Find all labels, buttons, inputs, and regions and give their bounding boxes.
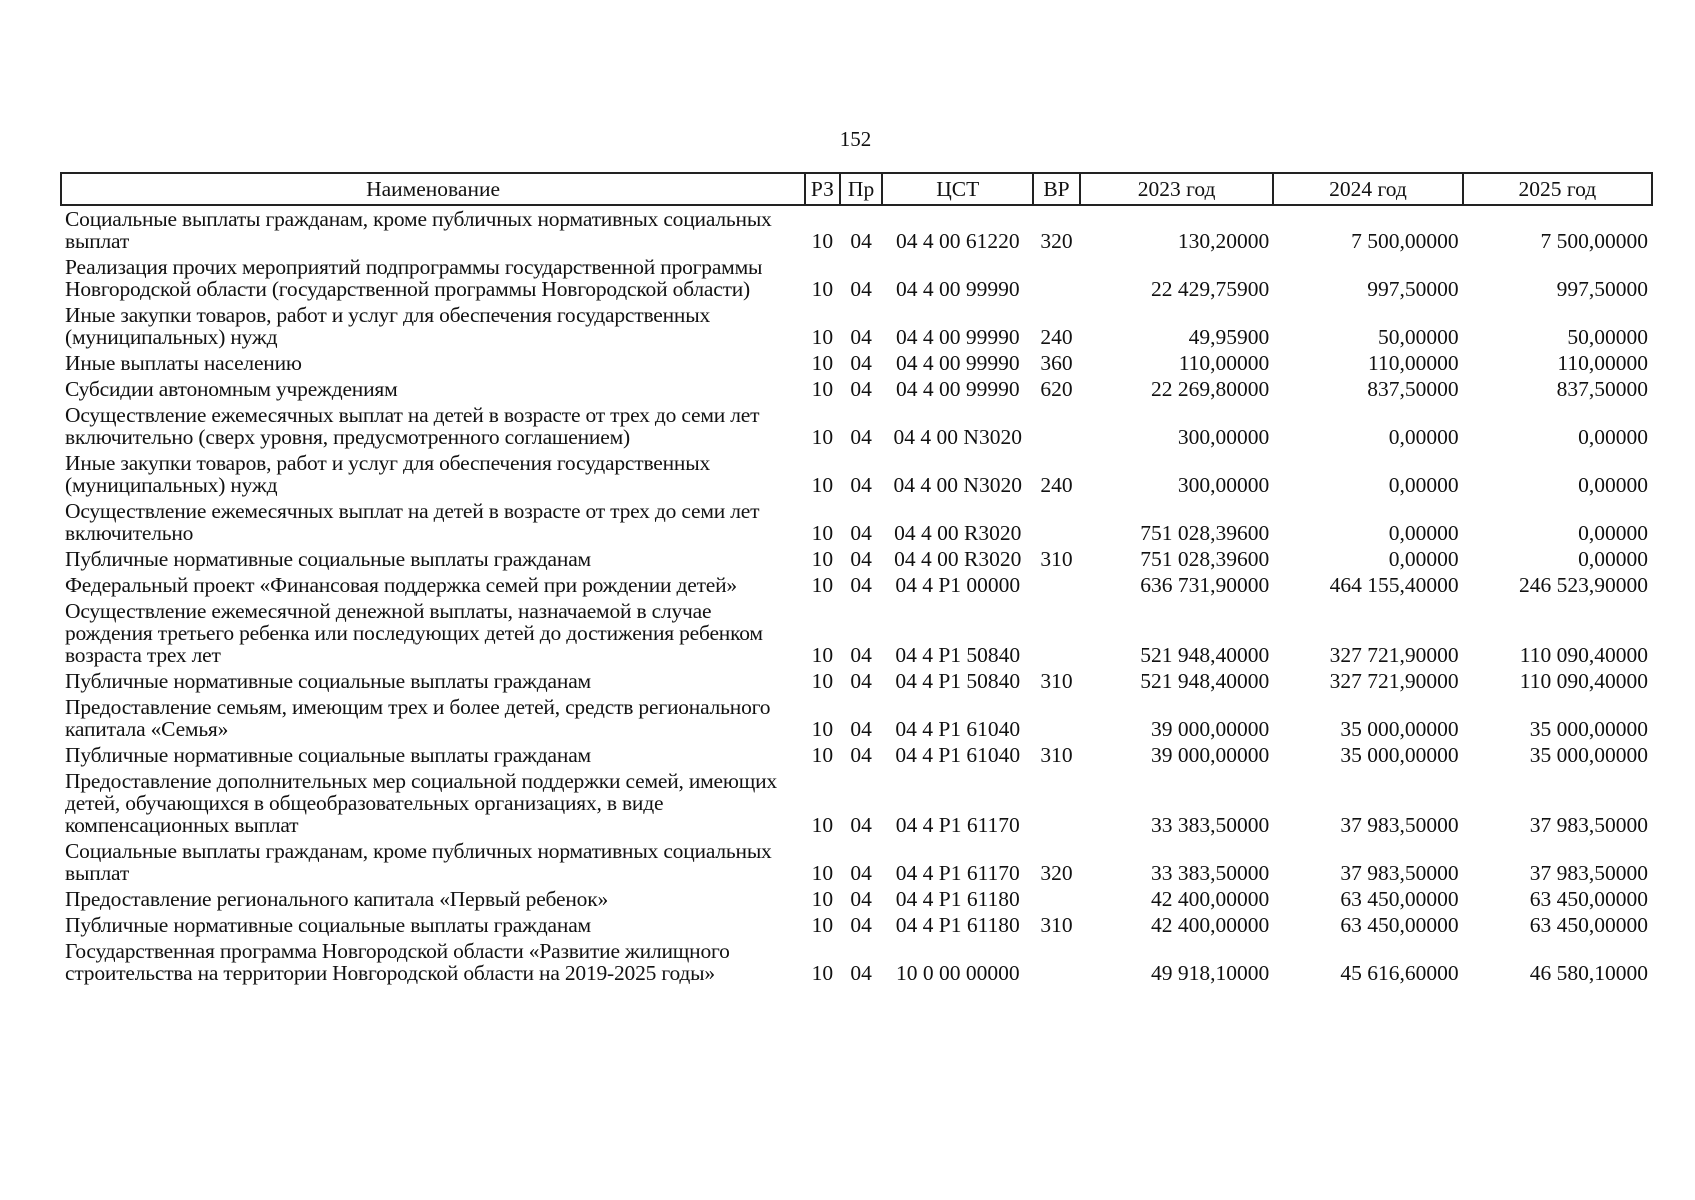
row-2024: 327 721,90000 — [1329, 669, 1459, 693]
row-vr — [1033, 498, 1080, 546]
row-rz: 10 — [811, 717, 834, 741]
row-2024: 63 450,00000 — [1340, 913, 1459, 937]
row-2025: 50,00000 — [1567, 325, 1648, 349]
row-2023: 300,00000 — [1177, 425, 1270, 449]
row-vr — [1033, 886, 1080, 912]
row-2025: 110 090,40000 — [1519, 669, 1648, 693]
row-2023: 521 948,40000 — [1140, 643, 1270, 667]
row-cst: 04 4 P1 61180 — [895, 887, 1020, 911]
row-rz: 10 — [811, 547, 834, 571]
row-2023: 300,00000 — [1177, 473, 1270, 497]
row-name: Иные закупки товаров, работ и услуг для обеспечения государственных (муниципальных) нужд — [65, 303, 711, 349]
row-name: Иные закупки товаров, работ и услуг для обеспечения государственных (муниципальных) нужд — [65, 451, 711, 497]
header-name: Наименование — [61, 173, 805, 205]
row-pr: 04 — [850, 887, 872, 911]
row-pr: 04 — [850, 961, 872, 985]
row-2024: 0,00000 — [1388, 473, 1459, 497]
row-vr — [1033, 938, 1080, 986]
row-vr — [1033, 402, 1080, 450]
row-2024: 37 983,50000 — [1340, 861, 1459, 885]
row-2024: 50,00000 — [1377, 325, 1459, 349]
row-rz: 10 — [811, 325, 834, 349]
row-vr: 240 — [1040, 473, 1073, 497]
row-vr: 320 — [1040, 861, 1073, 885]
row-rz: 10 — [811, 229, 834, 253]
header-pr: Пр — [840, 173, 883, 205]
row-rz: 10 — [811, 861, 834, 885]
header-rz: РЗ — [805, 173, 840, 205]
row-name: Предоставление семьям, имеющим трех и более детей, средств регионального капитала «Семья» — [65, 695, 771, 741]
row-2023: 42 400,00000 — [1151, 913, 1270, 937]
row-2025: 246 523,90000 — [1519, 573, 1648, 597]
header-2023: 2023 год — [1080, 173, 1273, 205]
row-cst: 04 4 P1 50840 — [895, 643, 1021, 667]
row-2023: 521 948,40000 — [1140, 669, 1270, 693]
row-cst: 04 4 00 R3020 — [894, 547, 1022, 571]
row-name: Предоставление регионального капитала «Первый ребенок» — [65, 887, 608, 911]
row-pr: 04 — [850, 325, 872, 349]
row-rz: 10 — [811, 377, 834, 401]
row-2025: 35 000,00000 — [1529, 743, 1648, 767]
row-2024: 327 721,90000 — [1329, 643, 1459, 667]
row-2025: 837,50000 — [1556, 377, 1648, 401]
row-2023: 42 400,00000 — [1151, 887, 1270, 911]
row-rz: 10 — [811, 643, 834, 667]
row-pr: 04 — [850, 547, 872, 571]
row-rz: 10 — [811, 425, 834, 449]
row-2024: 0,00000 — [1388, 521, 1459, 545]
row-2024: 464 155,40000 — [1329, 573, 1459, 597]
table-row — [61, 546, 1652, 572]
table-row — [61, 302, 1652, 350]
row-2025: 37 983,50000 — [1529, 813, 1648, 837]
row-rz: 10 — [811, 473, 834, 497]
row-pr: 04 — [850, 377, 872, 401]
row-2024: 35 000,00000 — [1340, 717, 1459, 741]
table-row — [61, 742, 1652, 768]
table-row — [61, 350, 1652, 376]
row-cst: 04 4 00 N3020 — [893, 425, 1022, 449]
header-2024: 2024 год — [1273, 173, 1462, 205]
row-name: Социальные выплаты гражданам, кроме публичных нормативных социальных выплат — [65, 839, 772, 885]
row-cst: 04 4 00 99990 — [895, 377, 1020, 401]
row-vr: 310 — [1040, 547, 1073, 571]
row-pr: 04 — [850, 669, 872, 693]
table-row — [61, 886, 1652, 912]
row-pr: 04 — [850, 277, 872, 301]
row-2023: 49,95900 — [1188, 325, 1270, 349]
row-2023: 39 000,00000 — [1151, 717, 1270, 741]
row-2025: 0,00000 — [1578, 547, 1648, 571]
row-vr — [1033, 598, 1080, 668]
table-row — [61, 768, 1652, 838]
table-row — [61, 694, 1652, 742]
row-cst: 04 4 P1 61040 — [895, 717, 1021, 741]
row-name: Реализация прочих мероприятий подпрограммы государственной программы Новгородской области (государственной программы Новгородской области) — [65, 255, 763, 301]
row-rz: 10 — [811, 887, 834, 911]
table-row — [61, 598, 1652, 668]
row-pr: 04 — [850, 813, 872, 837]
row-cst: 04 4 00 99990 — [895, 325, 1020, 349]
row-2024: 837,50000 — [1367, 377, 1459, 401]
row-2025: 7 500,00000 — [1540, 229, 1648, 253]
row-cst: 04 4 00 N3020 — [893, 473, 1022, 497]
row-2023: 22 269,80000 — [1151, 377, 1270, 401]
row-cst: 04 4 P1 61040 — [895, 743, 1021, 767]
row-2023: 22 429,75900 — [1151, 277, 1270, 301]
row-pr: 04 — [850, 743, 872, 767]
row-vr: 310 — [1040, 743, 1073, 767]
row-rz: 10 — [811, 521, 834, 545]
row-pr: 04 — [850, 913, 872, 937]
row-cst: 10 0 00 00000 — [895, 961, 1020, 985]
row-2023: 751 028,39600 — [1140, 521, 1270, 545]
row-pr: 04 — [850, 521, 872, 545]
table-row — [61, 498, 1652, 546]
row-cst: 04 4 P1 61170 — [895, 813, 1020, 837]
row-pr: 04 — [850, 425, 872, 449]
row-2025: 0,00000 — [1578, 425, 1648, 449]
row-vr: 320 — [1040, 229, 1073, 253]
row-cst: 04 4 P1 00000 — [895, 573, 1021, 597]
row-2023: 751 028,39600 — [1140, 547, 1270, 571]
row-cst: 04 4 00 61220 — [895, 229, 1020, 253]
row-name: Осуществление ежемесячных выплат на детей в возрасте от трех до семи лет включительно (сверх уровня, предусмотренного соглашением) — [65, 403, 760, 449]
row-2025: 0,00000 — [1578, 473, 1648, 497]
row-2025: 0,00000 — [1578, 521, 1648, 545]
row-rz: 10 — [811, 813, 834, 837]
row-pr: 04 — [850, 717, 872, 741]
row-2025: 37 983,50000 — [1529, 861, 1648, 885]
row-name: Государственная программа Новгородской области «Развитие жилищного строительства на территории Новгородской области на 2019-2025 годы» — [65, 939, 730, 985]
row-2024: 37 983,50000 — [1340, 813, 1459, 837]
row-name: Предоставление дополнительных мер социальной поддержки семей, имеющих детей, обучающихся в общеобразовательных организациях, в виде компенсационных выплат — [65, 769, 777, 837]
row-name: Федеральный проект «Финансовая поддержка семей при рождении детей» — [65, 573, 737, 597]
row-vr: 310 — [1040, 913, 1073, 937]
row-2023: 49 918,10000 — [1151, 961, 1270, 985]
row-2024: 110,00000 — [1368, 351, 1459, 375]
row-2025: 110 090,40000 — [1519, 643, 1648, 667]
row-2023: 110,00000 — [1178, 351, 1270, 375]
row-2024: 0,00000 — [1388, 547, 1459, 571]
row-vr: 310 — [1040, 669, 1073, 693]
row-pr: 04 — [850, 573, 872, 597]
row-2025: 46 580,10000 — [1529, 961, 1648, 985]
row-vr — [1033, 694, 1080, 742]
row-2024: 45 616,60000 — [1340, 961, 1459, 985]
row-vr — [1033, 254, 1080, 302]
row-vr: 620 — [1040, 377, 1073, 401]
table-row — [61, 402, 1652, 450]
row-2023: 39 000,00000 — [1151, 743, 1270, 767]
row-2025: 997,50000 — [1556, 277, 1648, 301]
row-2024: 7 500,00000 — [1351, 229, 1459, 253]
row-rz: 10 — [811, 913, 834, 937]
row-2023: 33 383,50000 — [1151, 861, 1270, 885]
row-vr: 240 — [1040, 325, 1073, 349]
table-row — [61, 938, 1652, 986]
row-name: Публичные нормативные социальные выплаты гражданам — [65, 547, 591, 571]
row-name: Осуществление ежемесячной денежной выплаты, назначаемой в случае рождения третьего ребенка или последующих детей до достижения ребенком возраста трех лет — [65, 599, 763, 667]
page-number: 152 — [839, 127, 872, 151]
row-2023: 130,20000 — [1177, 229, 1270, 253]
row-name: Осуществление ежемесячных выплат на детей в возрасте от трех до семи лет включительно — [65, 499, 760, 545]
row-2024: 997,50000 — [1367, 277, 1459, 301]
row-2024: 63 450,00000 — [1340, 887, 1459, 911]
header-2025: 2025 год — [1463, 173, 1652, 205]
row-pr: 04 — [850, 229, 872, 253]
row-name: Публичные нормативные социальные выплаты гражданам — [65, 669, 591, 693]
row-vr — [1033, 768, 1080, 838]
row-rz: 10 — [811, 277, 834, 301]
row-name: Субсидии автономным учреждениям — [65, 377, 398, 401]
row-2025: 110,00000 — [1557, 351, 1648, 375]
row-rz: 10 — [811, 351, 834, 375]
row-name: Социальные выплаты гражданам, кроме публичных нормативных социальных выплат — [65, 207, 772, 253]
row-rz: 10 — [811, 961, 834, 985]
row-cst: 04 4 00 99990 — [895, 277, 1020, 301]
table-row — [61, 254, 1652, 302]
row-2023: 33 383,50000 — [1151, 813, 1270, 837]
table-row — [61, 205, 1652, 254]
row-name: Иные выплаты населению — [65, 351, 302, 375]
row-rz: 10 — [811, 573, 834, 597]
table-row — [61, 838, 1652, 886]
row-pr: 04 — [850, 473, 872, 497]
row-vr — [1033, 572, 1080, 598]
row-pr: 04 — [850, 643, 872, 667]
table-row — [61, 450, 1652, 498]
header-vr: ВР — [1033, 173, 1080, 205]
budget-table — [60, 172, 1653, 986]
row-2024: 35 000,00000 — [1340, 743, 1459, 767]
row-cst: 04 4 P1 50840 — [895, 669, 1021, 693]
row-name: Публичные нормативные социальные выплаты гражданам — [65, 913, 591, 937]
row-2025: 63 450,00000 — [1529, 887, 1648, 911]
table-row — [61, 376, 1652, 402]
row-rz: 10 — [811, 669, 834, 693]
row-pr: 04 — [850, 861, 872, 885]
row-2025: 63 450,00000 — [1529, 913, 1648, 937]
row-cst: 04 4 00 R3020 — [894, 521, 1022, 545]
table-row — [61, 572, 1652, 598]
table-row — [61, 912, 1652, 938]
table-row — [61, 668, 1652, 694]
row-rz: 10 — [811, 743, 834, 767]
row-cst: 04 4 P1 61180 — [895, 913, 1020, 937]
header-cst: ЦСТ — [882, 173, 1033, 205]
row-2023: 636 731,90000 — [1140, 573, 1270, 597]
row-cst: 04 4 P1 61170 — [895, 861, 1020, 885]
table-header-row — [61, 173, 1652, 205]
row-2025: 35 000,00000 — [1529, 717, 1648, 741]
row-cst: 04 4 00 99990 — [895, 351, 1020, 375]
row-2024: 0,00000 — [1388, 425, 1459, 449]
row-pr: 04 — [850, 351, 872, 375]
row-name: Публичные нормативные социальные выплаты гражданам — [65, 743, 591, 767]
row-vr: 360 — [1040, 351, 1073, 375]
